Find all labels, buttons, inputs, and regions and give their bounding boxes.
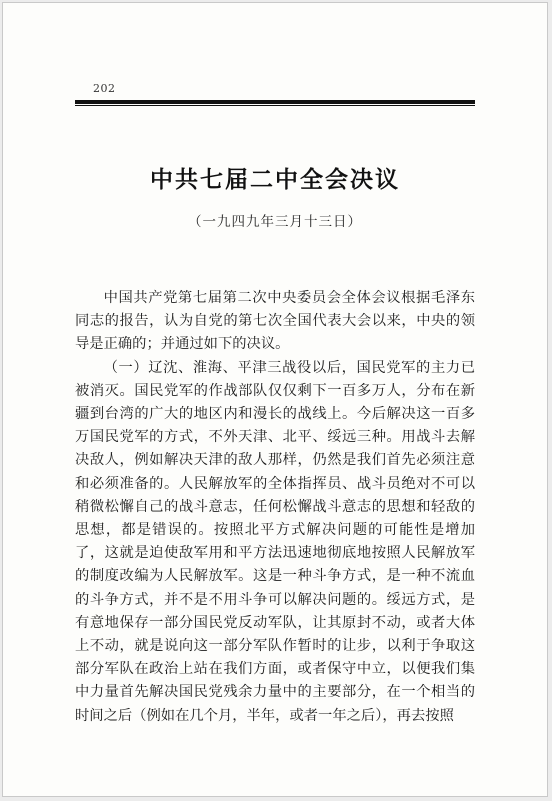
document-date: （一九四九年三月十三日） — [188, 214, 362, 230]
page-number: 202 — [93, 82, 116, 95]
document-body — [75, 287, 475, 728]
paragraph-2: （一）辽沈、淮海、平津三战役以后，国民党军的主力已被消灭。国民党军的作战部队仅仅剩下一百多万人，分布在新疆到台湾的广大的地区内和漫长的战线上。今后解决这一百多万国民党军的方式，不外天津、北平、绥远三种。用战斗去解决敌人，例如解决天津的敌人那样，仍然是我们首先必须注意和必须准备的。人民解放军的全体指挥员、战斗员绝对不可以稍微松懈自己的战斗意志，任何松懈战斗意志的思想和轻敌的思想，都是错误的。按照北平方式解决问题的可能性是增加了，这就是迫使敌军用和平方法迅速地彻底地按照人民解放军的制度改编为人民解放军。这是一种斗争方式，是一种不流血的斗争方式，并不是不用斗争可以解决问题的。绥远方式，是有意地保存一部分国民党反动军队，让其原封不动，或者大体上不动，就是说向这一部分军队作暂时的让步，以利于争取这部分军队在政治上站在我们方面，或者保守中立，以便我们集中力量首先解决国民党残余力量中的主要部分，在一个相当的时间之后（例如在几个月，半年，或者一年之后），再去按照 — [75, 359, 475, 724]
document-title: 中共七届二中全会决议 — [150, 167, 400, 193]
paragraph-1: 中国共产党第七届第二次中央委员会全体会议根据毛泽东同志的报告，认为自党的第七次全国代表大会以来，中央的领导是正确的；并通过如下的决议。 — [75, 290, 475, 353]
header-rule — [75, 100, 475, 104]
document-page — [2, 2, 548, 797]
